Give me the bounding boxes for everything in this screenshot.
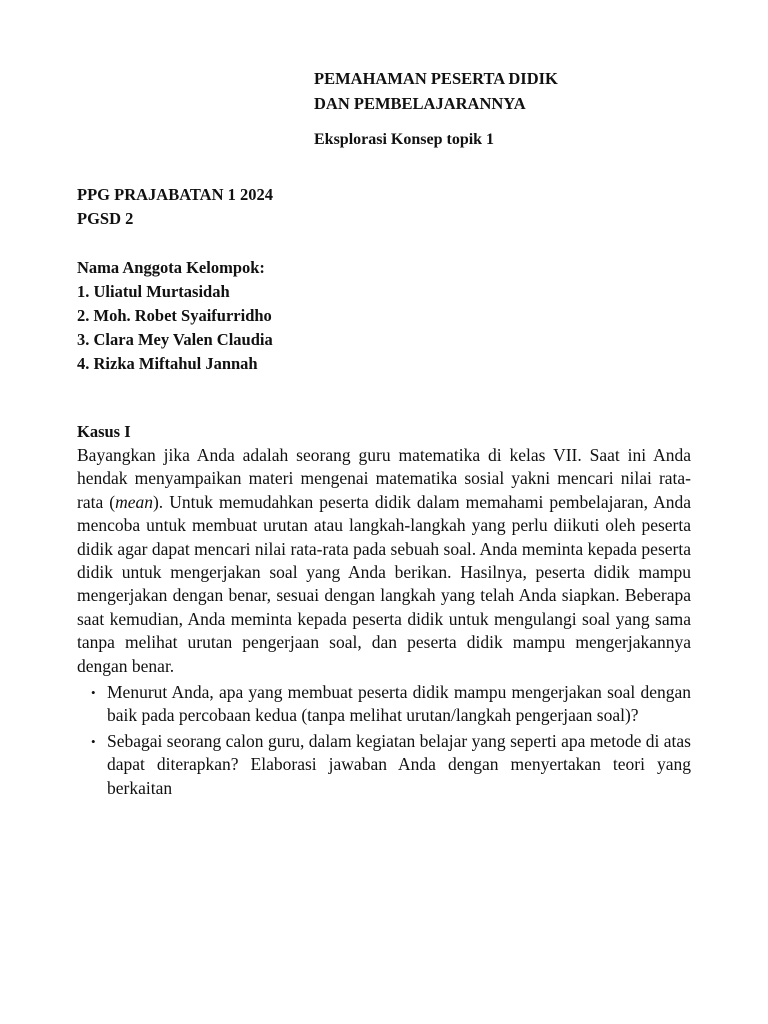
group-members	[77, 256, 273, 376]
member-item: 3. Clara Mey Valen Claudia	[77, 330, 273, 349]
document-title-line-1: PEMAHAMAN PESERTA DIDIK	[314, 69, 558, 88]
program-name: PPG PRAJABATAN 1 2024	[77, 185, 274, 204]
case-text-part-1: Bayangkan jika Anda adalah seorang guru matematika di kelas VII. Saat ini Anda hendak menyampaikan materi mengenai matematika sosial yakni mencari nilai rata-rata (	[77, 445, 691, 512]
program-info	[77, 183, 273, 231]
group-heading: Nama Anggota Kelompok:	[77, 258, 265, 277]
case-title: Kasus I	[77, 422, 131, 441]
document-title-block	[0, 66, 558, 151]
question-text: Sebagai seorang calon guru, dalam kegiatan belajar yang seperti apa metode di atas dapat diterapkan? Elaborasi jawaban Anda dengan menyertakan teori yang berkaitan	[107, 730, 691, 798]
question-item	[91, 681, 691, 728]
question-list	[77, 681, 691, 800]
case-text-part-2: ). Untuk memudahkan peserta didik dalam memahami pembelajaran, Anda mencoba untuk membuat urutan atau langkah-langkah yang perlu diikuti oleh peserta didik agar dapat mencari nilai rata-rata pada sebuah soal. Anda meminta kepada peserta didik untuk mengerjakan soal yang Anda berikan. Hasilnya, peserta didik mampu mengerjakan dengan benar, sesuai dengan langkah yang telah Anda siapkan. Beberapa saat kemudian, Anda meminta kepada peserta didik untuk mengulangi soal yang sama tanpa melihat urutan pengerjaan soal, dan peserta didik mampu mengerjakannya dengan benar.	[77, 491, 691, 676]
case-description	[77, 444, 691, 678]
question-text: Menurut Anda, apa yang membuat peserta didik mampu mengerjakan soal dengan baik pada percobaan kedua (tanpa melihat urutan/langkah pengerjaan soal)?	[107, 682, 691, 726]
question-item	[83, 730, 691, 800]
bullet-icon: •	[91, 733, 96, 749]
case-text-emphasis: mean	[115, 491, 153, 512]
case-section	[77, 420, 691, 802]
member-item: 1. Uliatul Murtasidah	[77, 282, 230, 301]
program-class: PGSD 2	[77, 209, 134, 228]
document-title-line-2: DAN PEMBELAJARANNYA	[314, 94, 526, 113]
member-item: 2. Moh. Robet Syaifurridho	[77, 306, 272, 325]
document-subtitle: Eksplorasi Konsep topik 1	[314, 131, 495, 148]
bullet-icon: •	[91, 685, 96, 701]
member-item: 4. Rizka Miftahul Jannah	[77, 354, 258, 373]
